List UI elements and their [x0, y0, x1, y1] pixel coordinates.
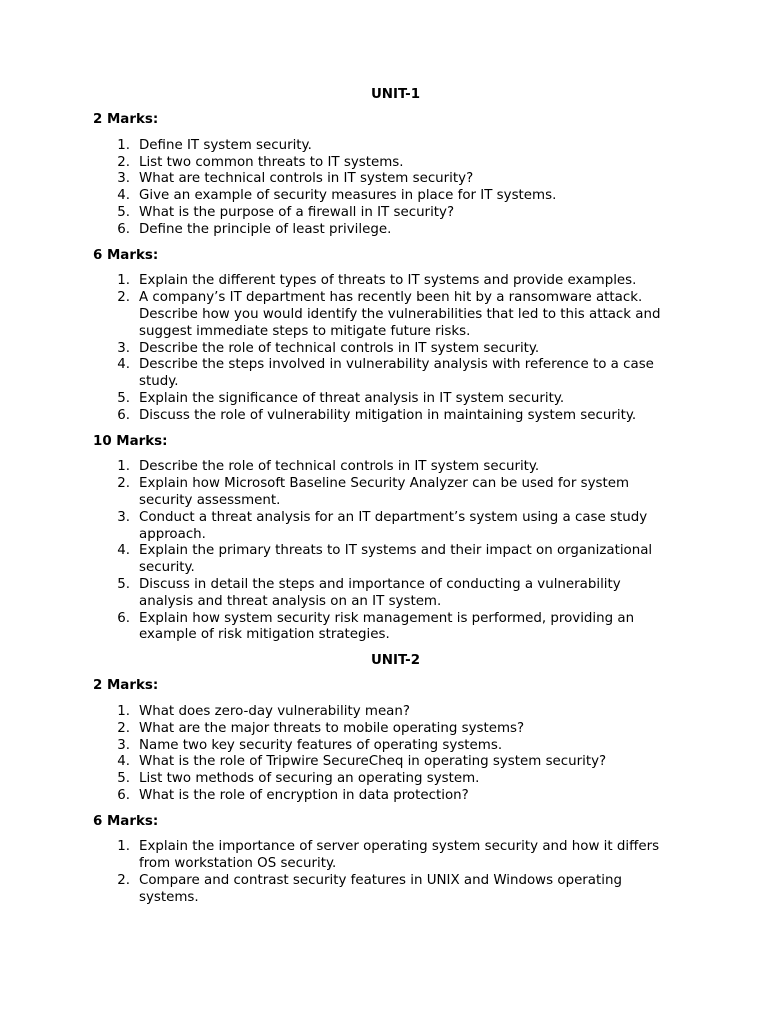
list-item: 3. Name two key security features of operating systems. [117, 737, 503, 753]
section-heading: 2 Marks: [93, 678, 159, 694]
list-item: 6. Discuss the role of vulnerability mitigation in maintaining system security. [117, 407, 637, 423]
section-2-marks [93, 112, 678, 248]
section-6-marks [93, 814, 678, 907]
unit-2 [93, 653, 678, 907]
list-item: 2. Compare and contrast security features in UNIX and Windows operating systems. [117, 873, 622, 905]
list-item: 1. Define IT system security. [117, 137, 312, 153]
section-2-marks [93, 678, 678, 814]
list-item: 3. What are technical controls in IT system security? [117, 171, 474, 187]
question-bank-document [93, 87, 678, 907]
list-item: 4. Describe the steps involved in vulnerability analysis with reference to a case study. [117, 357, 654, 390]
section-10-marks [93, 434, 678, 654]
section-6-marks [93, 248, 678, 434]
question-list [93, 839, 678, 906]
section-heading: 6 Marks: [93, 247, 159, 263]
section-heading: 10 Marks: [93, 433, 168, 449]
list-item: 5. What is the purpose of a firewall in IT security? [117, 204, 455, 220]
question-list [93, 704, 678, 805]
list-item: 3. Conduct a threat analysis for an IT department’s system using a case study approach. [117, 509, 648, 542]
question-list [93, 273, 678, 424]
list-item: 1. Explain the different types of threats to IT systems and provide examples. [117, 273, 637, 289]
list-item: 4. Explain the primary threats to IT systems and their impact on organizational security. [117, 543, 653, 576]
list-item: 1. What does zero-day vulnerability mean? [117, 703, 410, 719]
list-item: 5. List two methods of securing an operating system. [117, 771, 480, 787]
list-item: 2. What are the major threats to mobile operating systems? [117, 720, 525, 736]
list-item: 6. Define the principle of least privilege. [117, 221, 392, 237]
list-item: 4. Give an example of security measures in place for IT systems. [117, 188, 557, 204]
list-item: 5. Explain the significance of threat analysis in IT system security. [117, 390, 565, 406]
list-item: 2. Explain how Microsoft Baseline Security Analyzer can be used for system security assessment. [117, 476, 630, 508]
list-item: 6. Explain how system security risk management is performed, providing an example of risk mitigation strategies. [117, 610, 635, 643]
list-item: 1. Explain the importance of server operating system security and how it differs from workstation OS security. [117, 839, 660, 872]
question-list [93, 459, 678, 644]
list-item: 4. What is the role of Tripwire SecureCheq in operating system security? [117, 754, 607, 770]
section-heading: 6 Marks: [93, 813, 159, 829]
unit-1 [93, 87, 678, 653]
list-item: 3. Describe the role of technical controls in IT system security. [117, 340, 540, 356]
list-item: 2. List two common threats to IT systems. [117, 154, 404, 170]
section-heading: 2 Marks: [93, 112, 159, 127]
list-item: 5. Discuss in detail the steps and importance of conducting a vulnerability analysis and threat analysis on an IT system. [117, 576, 621, 609]
question-list [93, 138, 678, 239]
list-item: 2. A company’s IT department has recently been hit by a ransomware attack. Describe how you would identify the vulnerabilities that led to this attack and suggest immediate steps to mitigate future risks. [117, 290, 661, 339]
unit-heading: UNIT-1 [370, 87, 421, 102]
unit-heading: UNIT-2 [370, 653, 421, 669]
list-item: 6. What is the role of encryption in data protection? [117, 787, 469, 803]
list-item: 1. Describe the role of technical controls in IT system security. [117, 459, 540, 475]
